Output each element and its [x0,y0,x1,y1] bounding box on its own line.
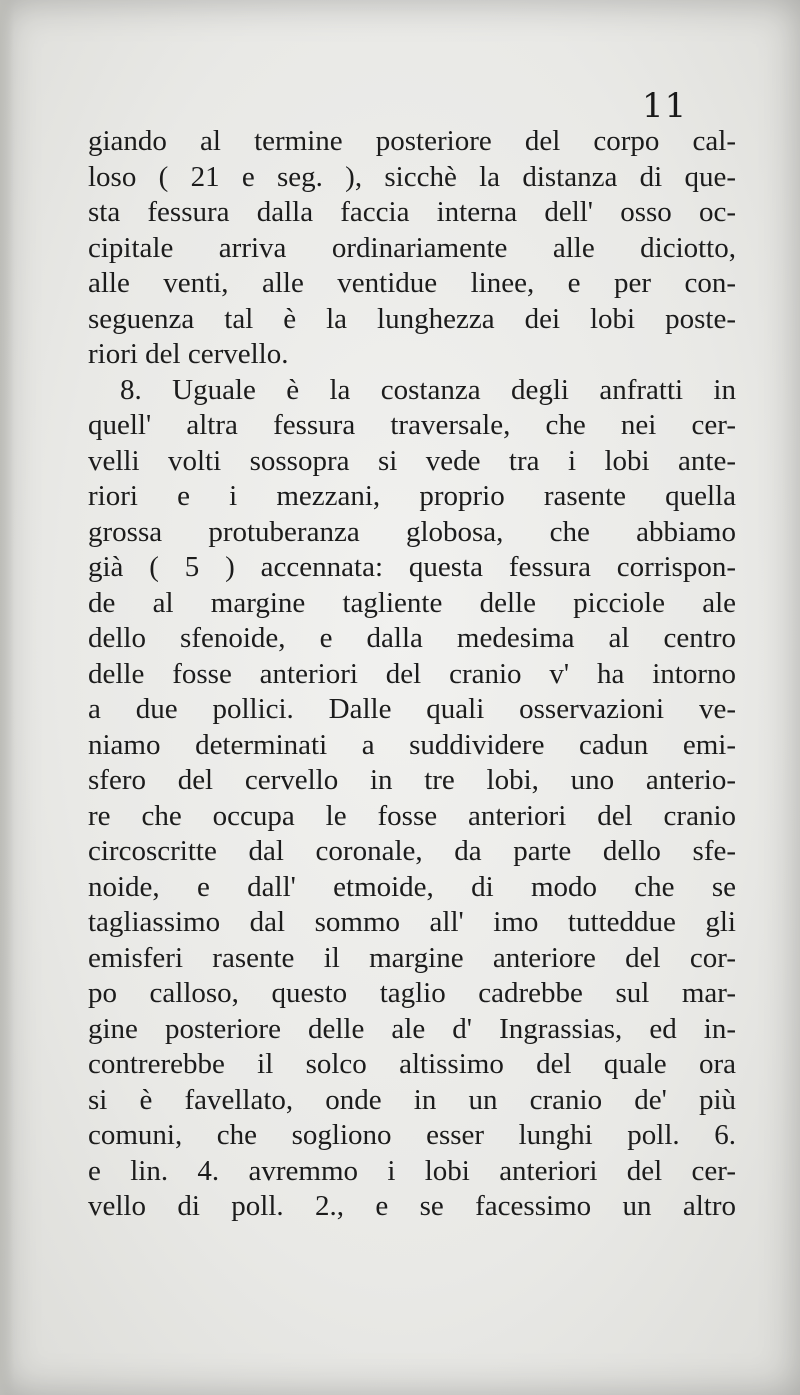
text-line: sta fessura dalla faccia interna dell' osso oc- [88,196,736,228]
text-line: dello sfenoide, e dalla medesima al centro [88,622,736,654]
text-line: velli volti sossopra si vede tra i lobi ante- [88,444,736,477]
text-line: si è favellato, onde in un cranio de' più [88,1083,736,1116]
text-line: tagliassimo dal sommo all' imo tutteddue gli [88,906,736,938]
text-line: niamo determinati a suddividere cadun emi- [88,728,736,761]
text-line: già ( 5 ) accennata: questa fessura corrispon- [88,551,736,583]
text-line: riori e i mezzani, proprio rasente quella [88,480,736,512]
text-line: cipitale arriva ordinariamente alle diciotto, [88,231,736,264]
text-line: riori del cervello. [88,338,289,370]
text-line: seguenza tal è la lunghezza dei lobi poste- [88,302,736,335]
text-line: contrerebbe il solco altissimo del quale ora [88,1048,736,1080]
text-line: noide, e dall' etmoide, di modo che se [88,870,736,903]
text-line: comuni, che sogliono esser lunghi poll. 6. [88,1119,736,1151]
text-line: emisferi rasente il margine anteriore del cor- [88,941,736,974]
text-line: delle fosse anteriori del cranio v' ha intorno [88,657,736,690]
text-line: loso ( 21 e seg. ), sicchè la distanza di que- [88,160,736,193]
text-line: de al margine tagliente delle picciole ale [88,586,736,619]
text-line: quell' altra fessura traversale, che nei cer- [88,409,736,441]
page-text [88,124,736,1225]
text-line: e lin. 4. avremmo i lobi anteriori del cer- [88,1154,736,1187]
paragraph-start-line: 8. Uguale è la costanza degli anfratti in [120,373,736,406]
text-line: giando al termine posteriore del corpo cal- [88,125,736,157]
text-line: a due pollici. Dalle quali osservazioni ve- [88,693,736,725]
text-line: circoscritte dal coronale, da parte dello sfe- [88,835,736,867]
page-number: 11 [642,86,688,126]
page-gutter-shadow [0,0,14,1395]
text-line: re che occupa le fosse anteriori del cranio [88,799,736,832]
text-line: alle venti, alle ventidue linee, e per con- [88,267,736,299]
text-line: po calloso, questo taglio cadrebbe sul mar- [88,977,736,1009]
text-line: sfero del cervello in tre lobi, uno anterio- [88,764,736,796]
text-line: grossa protuberanza globosa, che abbiamo [88,515,736,548]
text-line: vello di poll. 2., e se facessimo un altro [88,1190,736,1222]
text-line: gine posteriore delle ale d' Ingrassias, ed in- [88,1012,736,1045]
